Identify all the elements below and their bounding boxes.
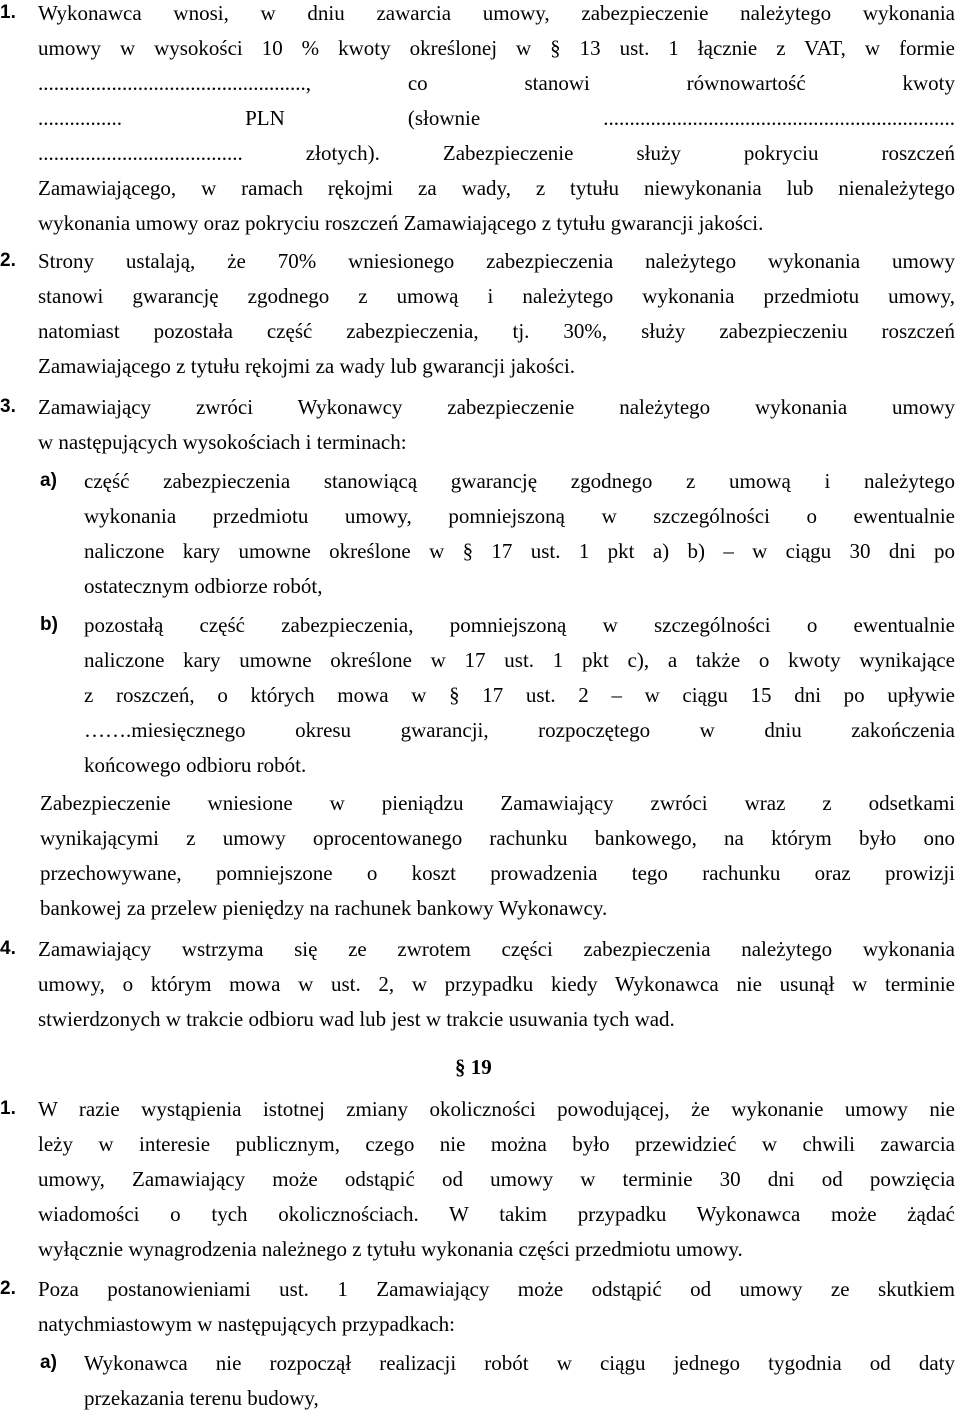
paragraph-number: b) [40, 614, 58, 635]
text-line: wykonania umowy oraz pokryciu roszczeń Zamawiającego z tytułu gwarancji jakości. [38, 211, 764, 235]
paragraph-number: 3. [0, 396, 16, 417]
paragraph-number: a) [40, 470, 57, 491]
text-line: bankowej za przelew pieniędzy na rachunek bankowy Wykonawcy. [40, 896, 608, 920]
text-line: Zamawiający zwróci Wykonawcy zabezpieczenie należytego wykonania umowy [38, 395, 955, 419]
text-line: natychmiastowym w następujących przypadkach: [38, 1312, 455, 1336]
text-line: naliczone kary umowne określone w § 17 ust. 1 pkt a) b) – w ciągu 30 dni po [84, 539, 955, 563]
text-line: Wykonawca nie rozpoczął realizacji robót w ciągu jednego tygodnia od daty [84, 1351, 955, 1375]
text-line: Zamawiający wstrzyma się ze zwrotem części zabezpieczenia należytego wykonania [38, 937, 955, 961]
text-line: z roszczeń, o których mowa w § 17 ust. 2 – w ciągu 15 dni po upływie [84, 683, 955, 707]
text-line: umowy w wysokości 10 % kwoty określonej w § 13 ust. 1 łącznie z VAT, w formie [38, 36, 955, 60]
text-line: ................ PLN (słownie ................................................................... [38, 106, 955, 130]
text-line: wiadomości o tych okolicznościach. W takim przypadku Wykonawca może żądać [38, 1202, 955, 1226]
text-line: stanowi gwarancję zgodnego z umową i należytego wykonania przedmiotu umowy, [38, 284, 955, 308]
paragraph-number: a) [40, 1352, 57, 1373]
text-line: przekazania terenu budowy, [84, 1386, 319, 1410]
text-line: pozostałą część zabezpieczenia, pomniejszoną w szczególności o ewentualnie [84, 613, 955, 637]
text-line: naliczone kary umowne określone w 17 ust. 1 pkt c), a także o kwoty wynikające [84, 648, 955, 672]
text-line: przechowywane, pomniejszone o koszt prowadzenia tego rachunku oraz prowizji [40, 861, 955, 885]
text-line: ostatecznym odbiorze robót, [84, 574, 323, 598]
paragraph-number: 1. [0, 2, 16, 23]
paragraph-number: 2. [0, 250, 16, 271]
text-line: Wykonawca wnosi, w dniu zawarcia umowy, zabezpieczenie należytego wykonania [38, 1, 955, 25]
text-line: umowy, o którym mowa w ust. 2, w przypadku kiedy Wykonawca nie usunął w terminie [38, 972, 955, 996]
text-line: ....................................... złotych). Zabezpieczenie służy pokryciu roszczeń [38, 141, 955, 165]
text-line: W razie wystąpienia istotnej zmiany okoliczności powodującej, że wykonanie umowy nie [38, 1097, 955, 1121]
text-line: końcowego odbioru robót. [84, 753, 307, 777]
text-line: leży w interesie publicznym, czego nie można było przewidzieć w chwili zawarcia [38, 1132, 955, 1156]
text-line: Strony ustalają, że 70% wniesionego zabezpieczenia należytego wykonania umowy [38, 249, 955, 273]
text-line: Zamawiającego, w ramach rękojmi za wady, z tytułu niewykonania lub nienależytego [38, 176, 955, 200]
text-line: część zabezpieczenia stanowiącą gwarancję zgodnego z umową i należytego [84, 469, 955, 493]
text-line: …….miesięcznego okresu gwarancji, rozpoczętego w dniu zakończenia [84, 718, 955, 742]
text-line: umowy, Zamawiający może odstąpić od umowy w terminie 30 dni od powzięcia [38, 1167, 955, 1191]
text-line: natomiast pozostała część zabezpieczenia, tj. 30%, służy zabezpieczeniu roszczeń [38, 319, 955, 343]
paragraph-number: 4. [0, 938, 16, 959]
text-line: stwierdzonych w trakcie odbioru wad lub jest w trakcie usuwania tych wad. [38, 1007, 675, 1031]
paragraph-number: 1. [0, 1098, 16, 1119]
paragraph-number: 2. [0, 1278, 16, 1299]
text-line: Zabezpieczenie wniesione w pieniądzu Zamawiający zwróci wraz z odsetkami [40, 791, 955, 815]
text-line: Zamawiającego z tytułu rękojmi za wady lub gwarancji jakości. [38, 354, 576, 378]
text-line: w następujących wysokościach i terminach: [38, 430, 407, 454]
text-line: Poza postanowieniami ust. 1 Zamawiający może odstąpić od umowy ze skutkiem [38, 1277, 955, 1301]
text-line: ..................................................., co stanowi równowartość kwoty [38, 71, 955, 95]
text-line: wykonania przedmiotu umowy, pomniejszoną w szczególności o ewentualnie [84, 504, 955, 528]
section-heading: § 19 [455, 1055, 492, 1079]
text-line: wyłącznie wynagrodzenia należnego z tytułu wykonania części przedmiotu umowy. [38, 1237, 743, 1261]
text-line: wynikającymi z umowy oprocentowanego rachunku bankowego, na którym było ono [40, 826, 955, 850]
